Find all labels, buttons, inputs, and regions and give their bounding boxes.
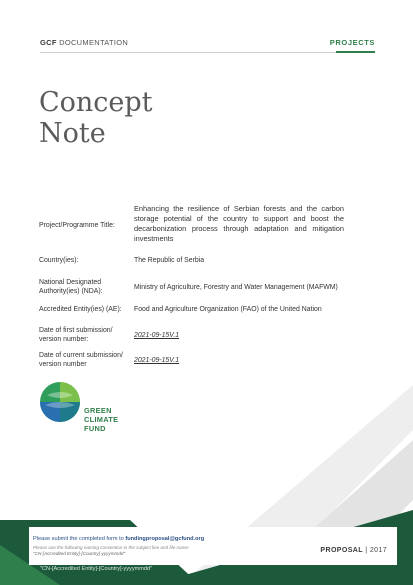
info-label: Project/Programme Title: <box>39 222 115 229</box>
submit-instructions <box>33 536 204 542</box>
gcf-logo-text <box>84 406 118 433</box>
header-accent-divider <box>336 51 375 53</box>
footer-underlay-text: "CN-[Accredited Entity]-[Country]-yyyymmdd" <box>40 566 153 572</box>
info-row-title <box>39 204 345 248</box>
header-brand-rest: DOCUMENTATION <box>56 38 129 47</box>
info-label: Country(ies): <box>39 257 79 264</box>
title-line-1: Concept <box>39 87 153 118</box>
info-value: 2021-09-15V.1 <box>134 357 180 364</box>
logo-line-2: CLIMATE <box>84 415 119 424</box>
logo-line-3: FUND <box>84 424 106 433</box>
proposal-bold: PROPOSAL <box>320 547 363 554</box>
proposal-year: | 2017 <box>362 547 387 554</box>
submit-email-link[interactable]: fundingproposal@gcfund.org <box>125 536 205 542</box>
naming-instructions: Please use the following naming convention in the subject line and file name: <box>33 545 190 550</box>
submit-text: Please submit the completed form to <box>33 536 126 542</box>
header-brand-bold: GCF <box>40 38 57 47</box>
info-value: Food and Agriculture Organization (FAO) of the United Nation <box>134 306 322 313</box>
gcf-logo-icon <box>39 381 81 423</box>
title-line-2: Note <box>39 118 106 149</box>
info-label: Date of first submission/ version number: <box>39 327 113 343</box>
page-title <box>39 87 153 149</box>
info-label: Accredited Entity(ies) (AE): <box>39 306 122 313</box>
info-value: The Republic of Serbia <box>134 257 205 264</box>
header-divider <box>40 52 336 53</box>
footer-box <box>29 527 397 565</box>
info-value: Ministry of Agriculture, Forestry and Water Management (MAFWM) <box>134 284 338 291</box>
info-value: 2021-09-15V.1 <box>134 332 180 339</box>
info-label: National Designated Authority(ies) (NDA): <box>39 279 103 295</box>
logo-line-1: GREEN <box>84 406 112 415</box>
header-section: PROJECTS <box>329 38 375 47</box>
info-value: Enhancing the resilience of Serbian forests and the carbon storage potential of the country to support and boost the decarbonization process through adaptation and mitigation investments <box>134 204 344 243</box>
header-brand <box>40 38 128 47</box>
naming-format: "CN-[Accredited Entity]-[Country]-yyyymmdd" <box>33 551 126 556</box>
proposal-label <box>320 547 387 554</box>
info-label: Date of current submission/ version number <box>39 352 123 368</box>
